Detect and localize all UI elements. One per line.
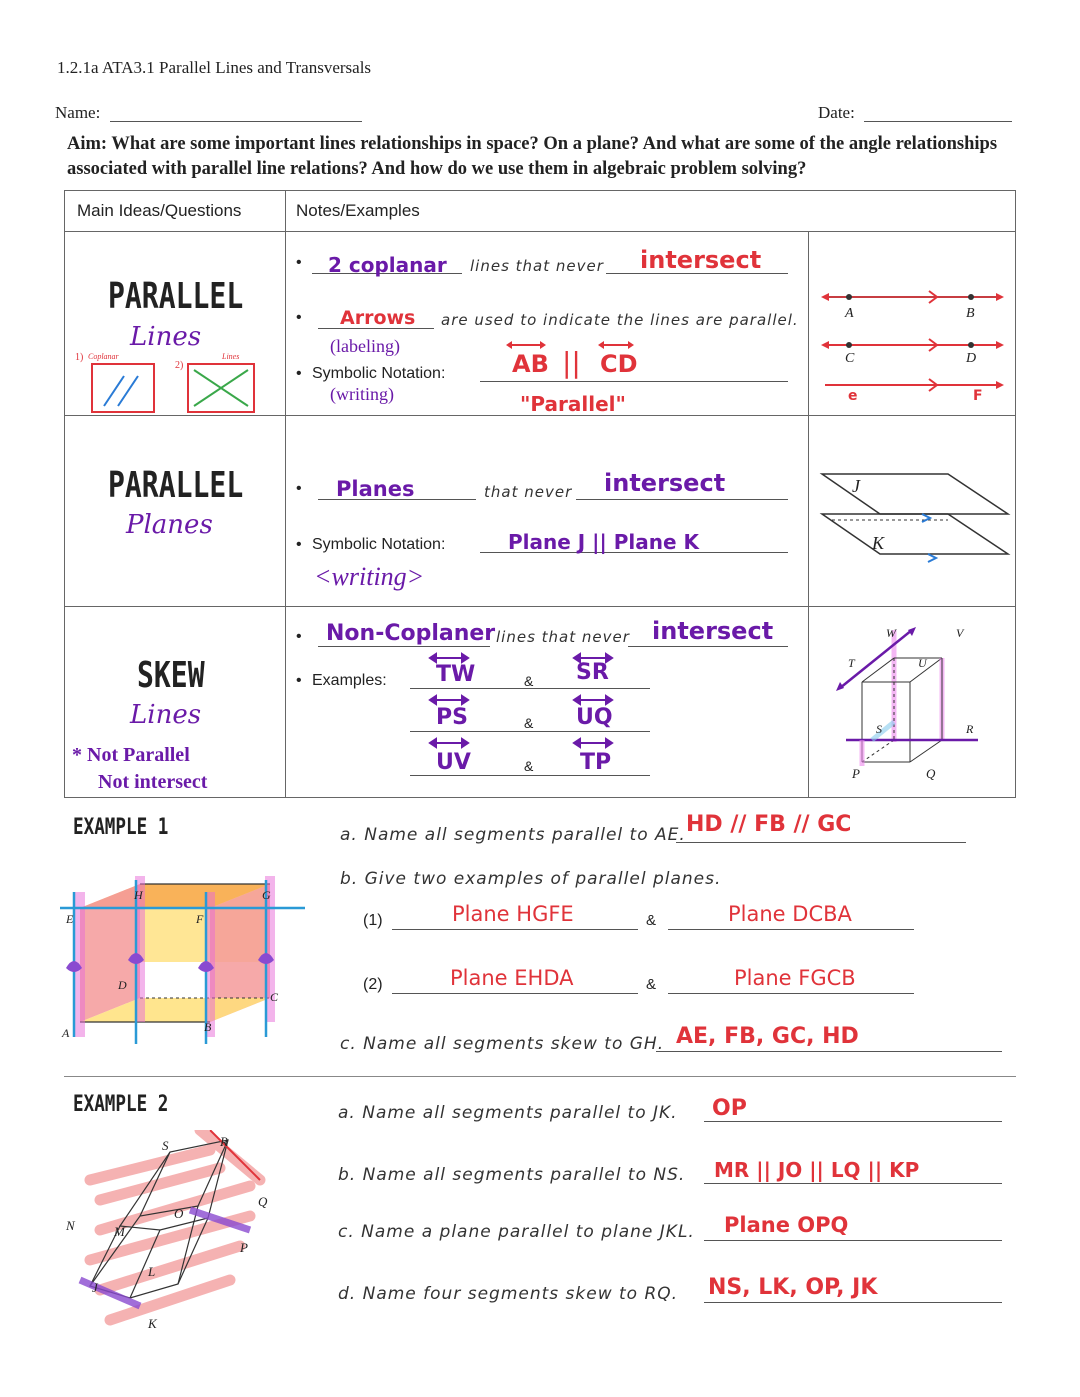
skew-ex3-amp: & (524, 758, 534, 774)
skew-label-w: W (886, 626, 896, 640)
pp-sym-fill: Plane J || Plane K (508, 530, 700, 554)
skew-ex1-amp: & (524, 673, 534, 689)
ex1-b2-amp: & (646, 976, 657, 993)
point-d-label: D (966, 351, 977, 366)
skew-ex2-amp: & (524, 715, 534, 731)
ex2-label-q: Q (258, 1194, 268, 1209)
date-field[interactable] (864, 121, 1012, 122)
skew-ex3-left: UV (436, 750, 471, 775)
ex2-question-c: c. Name a plane parallel to plane JKL. (338, 1222, 695, 1242)
parallel-word: "Parallel" (520, 392, 626, 416)
skew-fill-1: Non-Coplaner (326, 621, 496, 646)
pl-fill-1: 2 coplanar (328, 253, 447, 277)
ex1-label-e: E (66, 912, 74, 926)
name-label: Name: (55, 103, 101, 122)
ex2-question-a: a. Name all segments parallel to JK. (338, 1103, 678, 1123)
skew-text-1: lines that never (496, 628, 630, 646)
ex1-b1-num: (1) (363, 912, 383, 929)
ex1-label-g: G (262, 888, 271, 902)
ex1-question-b: b. Give two examples of parallel planes. (340, 869, 722, 889)
col-header-main-ideas: Main Ideas/Questions (77, 201, 242, 220)
ex1-label-d: D (118, 978, 127, 992)
aim-text: Aim: What are some important lines relationships in space? On a plane? And what are some of the angle relationships associated with parallel line relations? And how do we use them in algebraic problem solving? (67, 134, 998, 179)
ex1-b2-right: Plane FGCB (734, 966, 856, 990)
parallel-planes-title: PARALLEL (108, 465, 244, 506)
sym-cd: CD (600, 350, 638, 378)
pp-sym-label: • Symbolic Notation: (312, 536, 445, 554)
skew-sub: Lines (130, 700, 202, 730)
skew-examples-label: • Examples: (312, 672, 387, 690)
point-e-label: e (848, 388, 858, 404)
pp-text-1: that never (484, 483, 573, 501)
fig1-num: 1) (75, 352, 84, 363)
sym-ab: AB (512, 350, 549, 378)
ex2-label-k: K (148, 1316, 157, 1331)
example1-box-diagram (60, 872, 310, 1052)
point-a-label: A (845, 306, 854, 321)
name-field[interactable] (110, 121, 362, 122)
ex1-question-c: c. Name all segments skew to GH. (340, 1034, 665, 1054)
skew-label-r: R (966, 722, 974, 736)
pp-fill-2: intersect (604, 469, 726, 497)
ex1-b1-right: Plane DCBA (728, 902, 852, 926)
parallel-lines-title: PARALLEL (108, 276, 244, 317)
skew-ex3-right: TP (580, 750, 612, 775)
skew-ex2-left: PS (436, 705, 468, 730)
ex1-b1-left: Plane HGFE (452, 902, 574, 926)
ex2-label-r: R (220, 1134, 228, 1149)
skew-label-v: V (956, 626, 964, 640)
parallel-lines-sub: Lines (130, 322, 202, 352)
ex1-b2-num: (2) (363, 976, 383, 993)
skew-title: SKEW (137, 655, 205, 696)
sym-parallel: || (562, 346, 581, 379)
example2-title: EXAMPLE 2 (73, 1092, 169, 1117)
ex1-label-a: A (62, 1026, 70, 1040)
point-f-label: F (973, 388, 983, 404)
ex2-label-m: M (114, 1224, 125, 1239)
writing-note: (writing) (330, 384, 394, 404)
ex1-label-h: H (134, 888, 143, 902)
skew-ex1-right: SR (576, 660, 609, 685)
ex2-label-o: O (174, 1206, 184, 1221)
fig1-label: Coplanar (88, 352, 119, 361)
pl-text-1: lines that never (470, 257, 604, 275)
pp-writing-note: <writing> (314, 562, 425, 591)
labeling-note: (labeling) (330, 336, 400, 356)
parallel-planes-diagram (818, 470, 1013, 570)
skew-note-2: Not intersect (98, 771, 208, 793)
skew-ex1-left: TW (436, 662, 476, 687)
ex2-label-j: J (92, 1280, 98, 1295)
ex1-b2-left: Plane EHDA (450, 966, 574, 990)
ex1-answer-c: AE, FB, GC, HD (676, 1024, 859, 1049)
example2-prism-diagram (60, 1130, 290, 1330)
ex2-answer-c: Plane OPQ (724, 1213, 849, 1237)
point-b-label: B (966, 306, 975, 321)
skew-label-s: S (876, 722, 882, 736)
ex1-label-b: B (204, 1020, 212, 1034)
pl-fill-arrows: Arrows (340, 307, 416, 329)
parallel-lines-diagram (815, 285, 1015, 405)
date-label: Date: (818, 103, 855, 122)
document-title: 1.2.1a ATA3.1 Parallel Lines and Transversals (57, 58, 372, 77)
pl-fill-2: intersect (640, 246, 762, 274)
ex2-question-b: b. Name all segments parallel to NS. (338, 1165, 686, 1185)
skew-label-t: T (848, 656, 855, 670)
skew-fill-2: intersect (652, 617, 774, 645)
pp-fill-1: Planes (336, 477, 415, 501)
ex1-b1-amp: & (646, 912, 657, 929)
col-header-notes: Notes/Examples (296, 201, 420, 220)
ex2-label-s: S (162, 1138, 169, 1153)
point-c-label: C (845, 351, 855, 366)
pl-text-arrows: are used to indicate the lines are parallel. (441, 311, 799, 329)
ex1-answer-a: HD // FB // GC (686, 812, 852, 837)
parallel-planes-sub: Planes (126, 510, 213, 540)
ex2-label-n: N (66, 1218, 75, 1233)
parallel-lines-sketches (90, 362, 260, 416)
plane-k-label: K (872, 533, 885, 553)
ex2-answer-b: MR || JO || LQ || KP (714, 1158, 920, 1182)
ex1-label-c: C (270, 990, 279, 1004)
skew-label-p: P (852, 766, 860, 781)
ex1-label-f: F (196, 912, 204, 926)
skew-label-q: Q (926, 766, 936, 781)
example1-title: EXAMPLE 1 (73, 815, 169, 840)
ex2-question-d: d. Name four segments skew to RQ. (338, 1284, 679, 1304)
plane-j-label: J (852, 476, 860, 496)
skew-ex2-right: UQ (576, 705, 613, 730)
skew-note-1: * Not Parallel (72, 744, 190, 766)
pl-sym-label: • Symbolic Notation: (312, 365, 445, 383)
ex1-question-a: a. Name all segments parallel to AE. (340, 825, 686, 845)
ex2-answer-d: NS, LK, OP, JK (708, 1275, 878, 1300)
ex2-label-l: L (148, 1264, 156, 1279)
ex2-answer-a: OP (712, 1096, 747, 1121)
skew-label-u: U (918, 656, 927, 670)
ex2-label-p: P (240, 1240, 248, 1255)
fig2-label: Lines (222, 352, 240, 361)
fig2-num: 2) (175, 360, 184, 371)
